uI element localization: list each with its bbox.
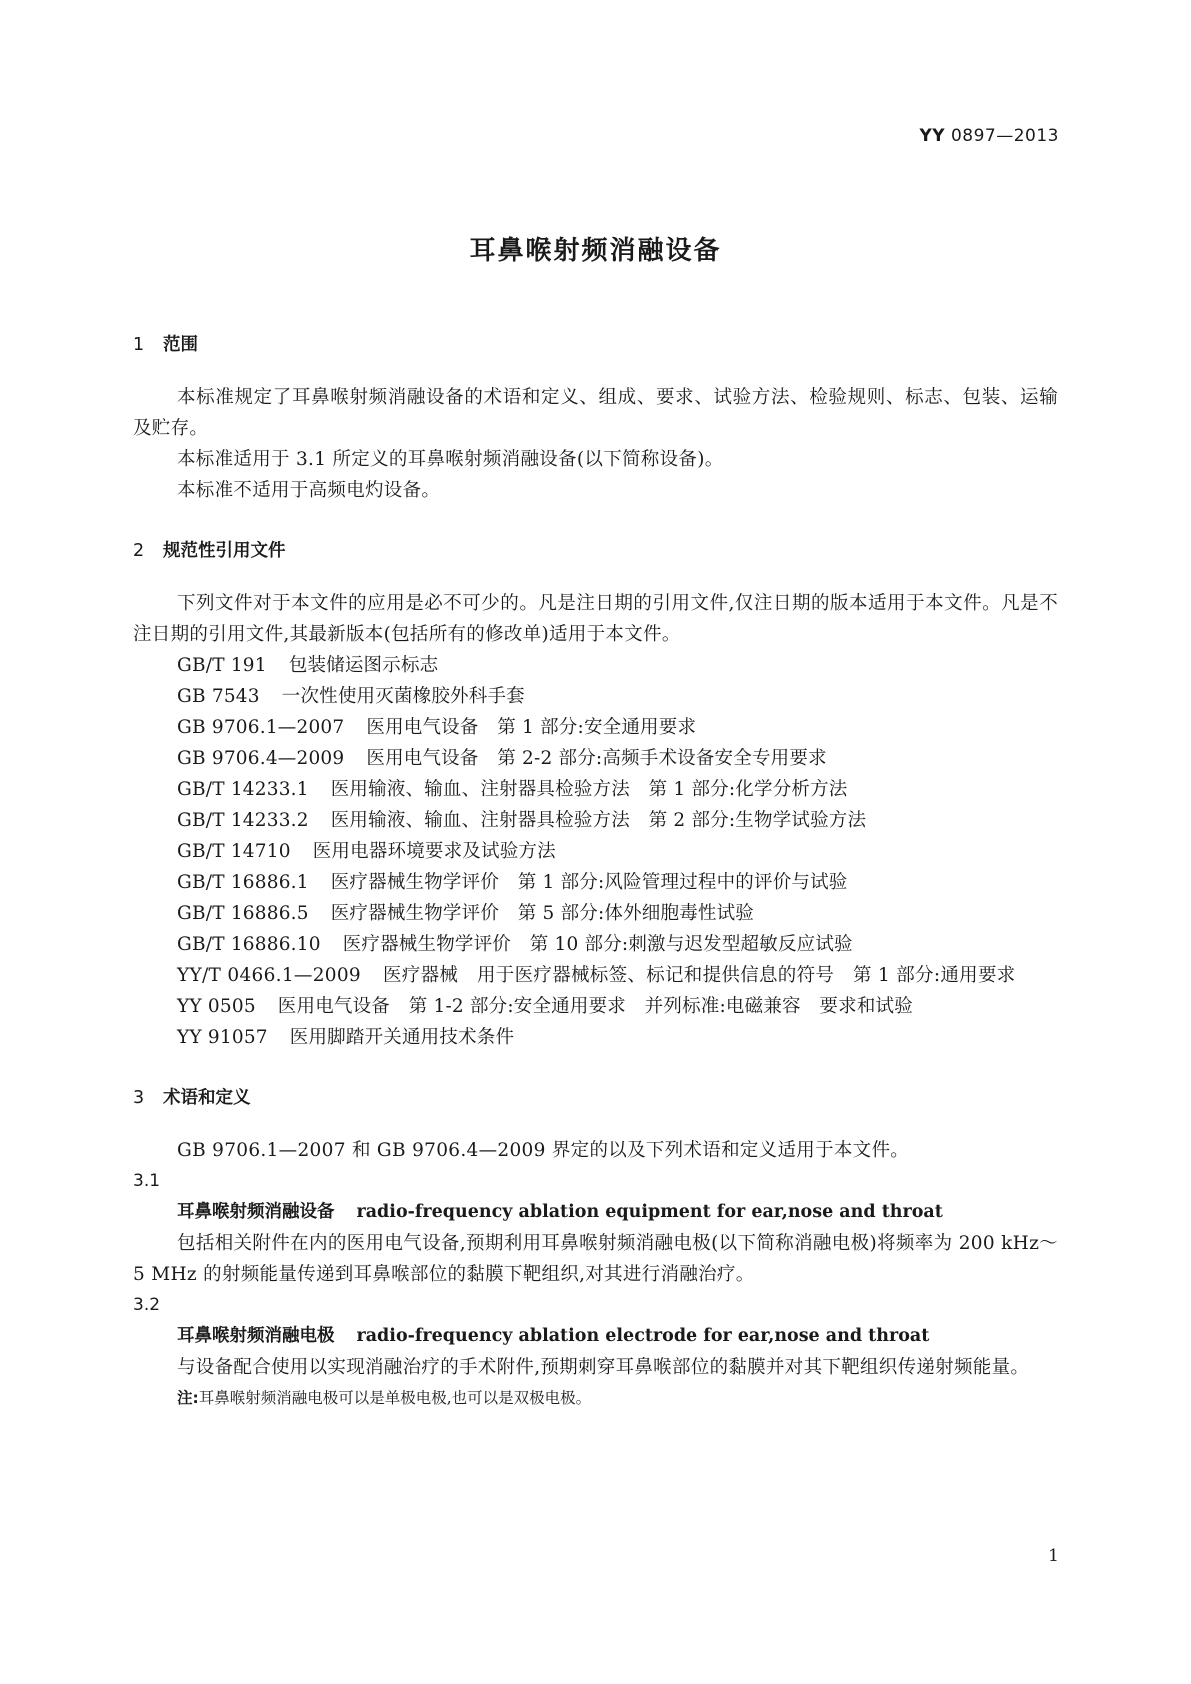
clause-number: 3.1	[133, 1171, 161, 1191]
paragraph: 本标准规定了耳鼻喉射频消融设备的术语和定义、组成、要求、试验方法、检验规则、标志、包装、运输及贮存。	[133, 387, 1058, 439]
reference-code: GB 9706.1—2007	[177, 717, 345, 738]
section-number: 2	[133, 541, 145, 561]
term-definition: 与设备配合使用以实现消融治疗的手术附件,预期刺穿耳鼻喉部位的黏膜并对其下靶组织传递射频能量。	[177, 1357, 1030, 1378]
reference-item	[133, 712, 1058, 743]
term-chinese: 耳鼻喉射频消融电极	[177, 1326, 335, 1346]
section-3-heading	[133, 1083, 1058, 1114]
reference-item	[133, 898, 1058, 929]
term-definition: 包括相关附件在内的医用电气设备,预期利用耳鼻喉射频消融电极(以下简称消融电极)将频率为 200 kHz～5 MHz 的射频能量传递到耳鼻喉部位的黏膜下靶组织,对其进行消融治疗。	[133, 1233, 1058, 1285]
document-title: 耳鼻喉射频消融设备	[469, 236, 722, 266]
reference-title: 医疗器械生物学评价 第 5 部分:体外细胞毒性试验	[330, 903, 755, 924]
section-title: 规范性引用文件	[163, 541, 286, 561]
reference-item	[133, 681, 1058, 712]
reference-title: 医疗器械生物学评价 第 1 部分:风险管理过程中的评价与试验	[330, 872, 848, 893]
reference-title: 医疗器械 用于医疗器械标签、标记和提供信息的符号 第 1 部分:通用要求	[383, 965, 1016, 986]
reference-title: 医用电气设备 第 1-2 部分:安全通用要求 并列标准:电磁兼容 要求和试验	[277, 996, 913, 1017]
section-1-heading	[133, 330, 1058, 361]
reference-code: GB/T 14233.2	[177, 810, 309, 831]
paragraph: 下列文件对于本文件的应用是必不可少的。凡是注日期的引用文件,仅注日期的版本适用于本文件。凡是不注日期的引用文件,其最新版本(包括所有的修改单)适用于本文件。	[133, 593, 1058, 645]
reference-code: GB/T 14710	[177, 841, 291, 862]
term-heading	[133, 1197, 1058, 1228]
reference-item	[133, 836, 1058, 867]
reference-item	[133, 960, 1058, 991]
reference-item	[133, 650, 1058, 681]
note	[133, 1383, 1058, 1413]
reference-item	[133, 774, 1058, 805]
reference-code: GB 9706.4—2009	[177, 748, 345, 769]
reference-code: GB 7543	[177, 686, 260, 707]
page-number: 1	[1048, 1546, 1059, 1566]
standard-code	[919, 126, 1059, 146]
reference-code: YY/T 0466.1—2009	[177, 965, 361, 986]
reference-item	[133, 991, 1058, 1022]
reference-title: 医用电器环境要求及试验方法	[312, 841, 556, 862]
reference-title: 医用输液、输血、注射器具检验方法 第 1 部分:化学分析方法	[330, 779, 848, 800]
paragraph: 本标准不适用于高频电灼设备。	[177, 480, 441, 501]
term-heading	[133, 1321, 1058, 1352]
reference-code: YY 91057	[177, 1027, 268, 1048]
reference-code: GB/T 16886.10	[177, 934, 321, 955]
term-english: radio-frequency ablation equipment for ear,nose and throat	[356, 1202, 943, 1222]
standard-number: 0897—2013	[950, 126, 1059, 146]
reference-item	[133, 867, 1058, 898]
section-number: 3	[133, 1088, 145, 1108]
reference-item	[133, 929, 1058, 960]
paragraph: 本标准适用于 3.1 所定义的耳鼻喉射频消融设备(以下简称设备)。	[177, 449, 724, 470]
reference-code: GB/T 16886.1	[177, 872, 309, 893]
note-text: 耳鼻喉射频消融电极可以是单极电极,也可以是双极电极。	[198, 1389, 592, 1407]
reference-code: YY 0505	[177, 996, 256, 1017]
standard-prefix: YY	[919, 126, 946, 146]
clause-number: 3.2	[133, 1295, 161, 1315]
reference-title: 医疗器械生物学评价 第 10 部分:刺激与迟发型超敏反应试验	[342, 934, 853, 955]
section-number: 1	[133, 335, 145, 355]
term-english: radio-frequency ablation electrode for ear,nose and throat	[356, 1326, 930, 1346]
reference-title: 医用电气设备 第 2-2 部分:高频手术设备安全专用要求	[366, 748, 827, 769]
reference-item	[133, 743, 1058, 774]
reference-code: GB/T 14233.1	[177, 779, 309, 800]
paragraph: GB 9706.1—2007 和 GB 9706.4—2009 界定的以及下列术语和定义适用于本文件。	[177, 1140, 910, 1161]
reference-code: GB/T 191	[177, 655, 267, 676]
section-2-heading	[133, 536, 1058, 567]
reference-title: 医用电气设备 第 1 部分:安全通用要求	[366, 717, 697, 738]
reference-title: 医用脚踏开关通用技术条件	[289, 1027, 515, 1048]
section-title: 术语和定义	[163, 1088, 251, 1108]
note-label: 注:	[177, 1389, 199, 1407]
reference-title: 包装储运图示标志	[288, 655, 439, 676]
document-body	[133, 330, 1058, 1413]
reference-item	[133, 805, 1058, 836]
section-title: 范围	[163, 335, 198, 355]
reference-title: 一次性使用灭菌橡胶外科手套	[281, 686, 525, 707]
term-chinese: 耳鼻喉射频消融设备	[177, 1202, 335, 1222]
reference-code: GB/T 16886.5	[177, 903, 309, 924]
reference-item	[133, 1022, 1058, 1053]
reference-title: 医用输液、输血、注射器具检验方法 第 2 部分:生物学试验方法	[330, 810, 867, 831]
